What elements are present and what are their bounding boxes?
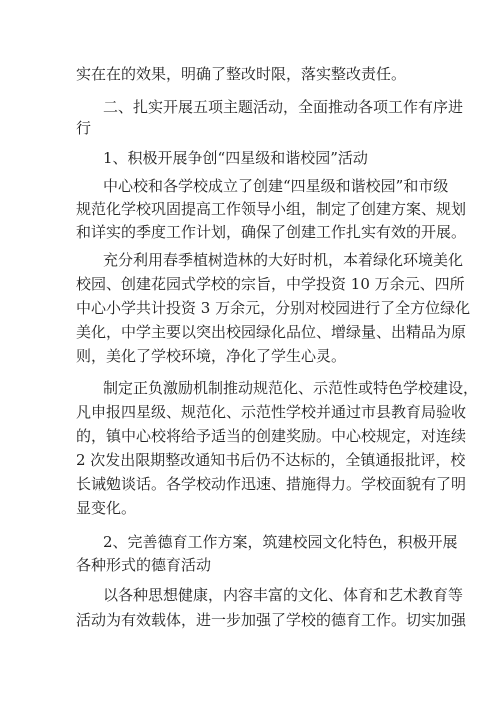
paragraph-line: 校园、创建花园式学校的宗旨，中学投资 10 万余元、四所 [76,275,465,293]
paragraph-line: 规范化学校巩固提高工作领导小组，制定了创建方案、规划 [76,200,467,218]
paragraph-line: 显变化。 [76,499,137,517]
paragraph-line: 制定正负激励机制推动规范化、示范性或特色学校建设， [103,379,479,397]
section-heading-line: 二、扎实开展五项主题活动，全面推动各项工作有序进 [103,98,464,116]
paragraph-line: 凡申报四星级、规范化、示范性学校并通过市县教育局验收 [76,403,467,421]
subheading-line: 2、完善德育工作方案，筑建校园文化特色，积极开展 [103,533,458,551]
paragraph-line: 中心校和各学校成立了创建“四星级和谐校园”和市级 [103,177,449,195]
paragraph-line: 和详实的季度工作计划，确保了创建工作扎实有效的开展。 [76,223,467,241]
subheading-line: 1、积极开展争创“四星级和谐校园”活动 [103,149,368,167]
paragraph-line: 2 次发出限期整改通知书后仍不达标的，全镇通报批评，校 [76,451,466,469]
paragraph-line: 充分利用春季植树造林的大好时机，本着绿化环境美化 [103,251,464,269]
section-heading-line: 行 [76,119,92,137]
paragraph-line: 以各种思想健康，内容丰富的文化、体育和艺术教育等 [103,586,464,604]
paragraph-line: 则，美化了学校环境，净化了学生心灵。 [76,347,347,365]
subheading-line: 各种形式的德育活动 [76,556,212,574]
paragraph-line: 的，镇中心校将给予适当的创建奖励。中心校规定，对连续 [76,427,467,445]
paragraph-line: 长诫勉谈话。各学校动作迅速、措施得力。学校面貌有了明 [76,475,467,493]
paragraph-line: 中心小学共计投资 3 万余元，分别对校园进行了全方位绿化 [76,299,471,317]
paragraph-line: 美化，中学主要以突出校园绿化品位、增绿量、出精品为原 [76,323,467,341]
paragraph-line: 实在在的效果，明确了整改时限，落实整改责任。 [76,65,407,83]
paragraph-line: 活动为有效载体，进一步加强了学校的德育工作。切实加强 [76,611,467,629]
